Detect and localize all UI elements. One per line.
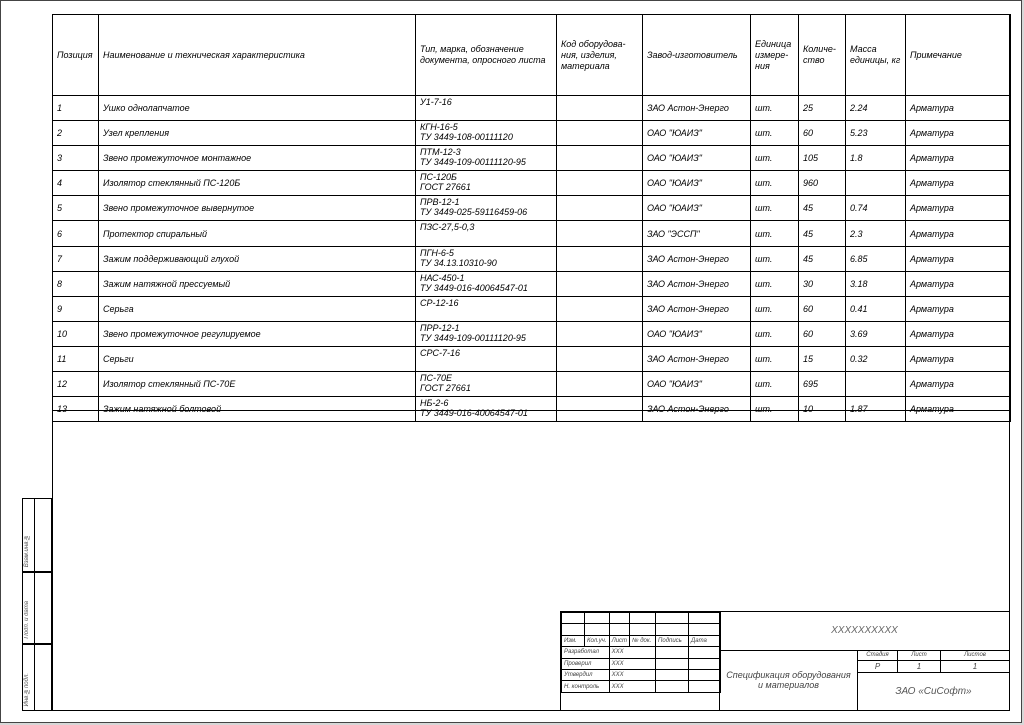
col-name: Наименование и техническая характеристика bbox=[99, 15, 416, 96]
sheets-value: 1 bbox=[972, 662, 978, 671]
cell-position: 6 bbox=[53, 221, 99, 246]
cell-qty: 30 bbox=[799, 271, 846, 296]
cell-type bbox=[416, 296, 557, 321]
cell-type bbox=[416, 321, 557, 346]
specification-table bbox=[52, 14, 1011, 422]
revision-cell bbox=[656, 669, 689, 680]
table-row bbox=[53, 171, 1011, 196]
cell-note: Арматура bbox=[906, 321, 1011, 346]
table-row bbox=[53, 296, 1011, 321]
title-block-right bbox=[719, 612, 1009, 710]
revision-cell: XXX bbox=[609, 647, 655, 658]
cell-type bbox=[416, 121, 557, 146]
cell-position: 1 bbox=[53, 96, 99, 121]
sheets-label: Листов bbox=[941, 650, 1009, 661]
cell-maker: ЗАО Астон-Энерго bbox=[643, 346, 751, 371]
side-label-sign-date: Подп. и дата bbox=[24, 601, 30, 639]
revision-cell bbox=[689, 624, 721, 635]
cell-mass: 1.8 bbox=[846, 146, 906, 171]
cell-qty: 60 bbox=[799, 121, 846, 146]
cell-unit: шт. bbox=[751, 246, 799, 271]
revision-cell: Проверил bbox=[562, 658, 610, 669]
cell-name: Изолятор стеклянный ПС-120Б bbox=[99, 171, 416, 196]
cell-mass: 0.74 bbox=[846, 196, 906, 221]
revision-cell bbox=[562, 613, 585, 624]
revision-cell bbox=[656, 613, 689, 624]
sheet-value: 1 bbox=[916, 662, 922, 671]
revision-row bbox=[562, 635, 721, 646]
cell-position: 2 bbox=[53, 121, 99, 146]
cell-note: Арматура bbox=[906, 221, 1011, 246]
table-row bbox=[53, 346, 1011, 371]
cell-maker: ОАО "ЮАИЗ" bbox=[643, 171, 751, 196]
revision-cell bbox=[689, 669, 721, 680]
cell-mass: 5.23 bbox=[846, 121, 906, 146]
revision-row bbox=[562, 681, 721, 692]
col-qty: Количе-ство bbox=[799, 15, 846, 96]
cell-note: Арматура bbox=[906, 296, 1011, 321]
cell-qty: 60 bbox=[799, 321, 846, 346]
cell-note: Арматура bbox=[906, 121, 1011, 146]
cell-unit: шт. bbox=[751, 96, 799, 121]
revision-cell: Дата bbox=[689, 635, 721, 646]
col-type: Тип, марка, обозначение документа, опросного листа bbox=[416, 15, 557, 96]
document-code: XXXXXXXXXX bbox=[720, 612, 1009, 651]
cell-unit: шт. bbox=[751, 397, 799, 422]
cell-type bbox=[416, 96, 557, 121]
cell-type bbox=[416, 246, 557, 271]
cell-mass bbox=[846, 372, 906, 397]
type-document: ТУ 3449-025-59116459-06 bbox=[420, 207, 528, 218]
revision-cell bbox=[689, 658, 721, 669]
cell-code bbox=[557, 171, 643, 196]
side-box-sign-date bbox=[22, 572, 52, 644]
cell-name: Серьги bbox=[99, 346, 416, 371]
cell-qty: 105 bbox=[799, 146, 846, 171]
cell-maker: ЗАО Астон-Энерго bbox=[643, 271, 751, 296]
cell-name: Звено промежуточное монтажное bbox=[99, 146, 416, 171]
type-mark: ПРР-12-1 bbox=[420, 322, 460, 333]
cell-maker: ОАО "ЮАИЗ" bbox=[643, 321, 751, 346]
col-position: Позиция bbox=[53, 15, 99, 96]
cell-maker: ОАО "ЮАИЗ" bbox=[643, 146, 751, 171]
revision-cell: Лист bbox=[609, 635, 629, 646]
revision-cell bbox=[689, 647, 721, 658]
revision-cell: XXX bbox=[609, 658, 655, 669]
table-row bbox=[53, 221, 1011, 246]
cell-name: Протектор спиральный bbox=[99, 221, 416, 246]
type-mark: СР-12-16 bbox=[420, 297, 459, 308]
cell-unit: шт. bbox=[751, 121, 799, 146]
revision-cell: № док. bbox=[630, 635, 656, 646]
stage-value: Р bbox=[874, 662, 881, 671]
cell-maker: ЗАО Астон-Энерго bbox=[643, 96, 751, 121]
cell-code bbox=[557, 96, 643, 121]
type-mark: ПТМ-12-3 bbox=[420, 147, 461, 158]
type-mark: КГН-16-5 bbox=[420, 122, 458, 133]
cell-mass: 0.32 bbox=[846, 346, 906, 371]
table-row bbox=[53, 372, 1011, 397]
revision-row bbox=[562, 669, 721, 680]
stage-block bbox=[858, 650, 1009, 673]
sheet-label: Лист bbox=[898, 650, 940, 661]
table-row bbox=[53, 96, 1011, 121]
cell-qty: 15 bbox=[799, 346, 846, 371]
cell-type bbox=[416, 146, 557, 171]
cell-unit: шт. bbox=[751, 146, 799, 171]
cell-qty: 25 bbox=[799, 96, 846, 121]
type-mark: ПС-70Е bbox=[420, 373, 453, 384]
cell-mass: 3.69 bbox=[846, 321, 906, 346]
cell-position: 13 bbox=[53, 397, 99, 422]
cell-mass: 0.41 bbox=[846, 296, 906, 321]
stage-label: Стадия bbox=[858, 650, 897, 661]
cell-name: Ушко однолапчатое bbox=[99, 96, 416, 121]
revision-cell: XXX bbox=[609, 681, 655, 692]
type-mark: НБ-2-6 bbox=[420, 398, 449, 409]
revision-row bbox=[562, 658, 721, 669]
type-mark: ПЗС-27,5-0,3 bbox=[420, 222, 475, 233]
side-label-inv: Инв.№подл. bbox=[24, 672, 30, 706]
cell-mass: 6.85 bbox=[846, 246, 906, 271]
col-unit: Единица измере-ния bbox=[751, 15, 799, 96]
cell-note: Арматура bbox=[906, 372, 1011, 397]
cell-code bbox=[557, 221, 643, 246]
table-row bbox=[53, 246, 1011, 271]
type-mark: ПГН-6-5 bbox=[420, 247, 454, 258]
revision-cell bbox=[585, 613, 610, 624]
table-row bbox=[53, 146, 1011, 171]
cell-qty: 45 bbox=[799, 246, 846, 271]
revision-cell bbox=[656, 658, 689, 669]
revision-cell: Разработал bbox=[562, 647, 610, 658]
revision-cell: Н. контроль bbox=[562, 681, 610, 692]
col-mass: Масса единицы, кг bbox=[846, 15, 906, 96]
revision-cell bbox=[689, 613, 721, 624]
cell-mass: 2.24 bbox=[846, 96, 906, 121]
cell-position: 5 bbox=[53, 196, 99, 221]
type-document: ТУ 3449-016-40064547-01 bbox=[420, 282, 528, 293]
cell-note: Арматура bbox=[906, 146, 1011, 171]
cell-name: Зажим натяжной прессуемый bbox=[99, 271, 416, 296]
cell-mass: 2.3 bbox=[846, 221, 906, 246]
type-document: ТУ 3449-108-00111120 bbox=[420, 132, 513, 143]
table-row bbox=[53, 121, 1011, 146]
cell-qty: 45 bbox=[799, 221, 846, 246]
cell-code bbox=[557, 296, 643, 321]
title-block bbox=[560, 611, 1010, 711]
cell-name: Узел крепления bbox=[99, 121, 416, 146]
cell-unit: шт. bbox=[751, 196, 799, 221]
cell-mass: 1.87 bbox=[846, 397, 906, 422]
cell-type bbox=[416, 271, 557, 296]
cell-maker: ЗАО Астон-Энерго bbox=[643, 397, 751, 422]
cell-maker: ЗАО Астон-Энерго bbox=[643, 246, 751, 271]
type-document: ТУ 3449-109-00111120-95 bbox=[420, 332, 526, 343]
cell-note: Арматура bbox=[906, 271, 1011, 296]
revision-cell bbox=[656, 681, 689, 692]
revision-row bbox=[562, 613, 721, 624]
cell-position: 8 bbox=[53, 271, 99, 296]
empty-rows-divider bbox=[52, 410, 1010, 411]
col-code: Код оборудова-ния, изделия, материала bbox=[557, 15, 643, 96]
organization-name: ЗАО «СиСофт» bbox=[895, 685, 972, 697]
cell-position: 7 bbox=[53, 246, 99, 271]
revision-cell bbox=[609, 624, 629, 635]
table-row bbox=[53, 271, 1011, 296]
cell-code bbox=[557, 146, 643, 171]
revision-grid bbox=[561, 612, 721, 693]
table-row bbox=[53, 321, 1011, 346]
type-mark: ПРВ-12-1 bbox=[420, 197, 460, 208]
side-box-inv bbox=[22, 644, 52, 711]
cell-qty: 695 bbox=[799, 372, 846, 397]
cell-maker: ОАО "ЮАИЗ" bbox=[643, 196, 751, 221]
cell-maker: ОАО "ЮАИЗ" bbox=[643, 121, 751, 146]
cell-code bbox=[557, 196, 643, 221]
cell-maker: ОАО "ЮАИЗ" bbox=[643, 372, 751, 397]
cell-type bbox=[416, 196, 557, 221]
cell-position: 10 bbox=[53, 321, 99, 346]
side-label-replace: Взам.инв.№ bbox=[24, 533, 30, 567]
cell-note: Арматура bbox=[906, 397, 1011, 422]
revision-cell: Изм. bbox=[562, 635, 585, 646]
type-mark: ПС-120Б bbox=[420, 172, 457, 183]
cell-maker: ЗАО "ЭССП" bbox=[643, 221, 751, 246]
cell-unit: шт. bbox=[751, 346, 799, 371]
cell-unit: шт. bbox=[751, 171, 799, 196]
cell-unit: шт. bbox=[751, 296, 799, 321]
cell-unit: шт. bbox=[751, 372, 799, 397]
table-header bbox=[53, 15, 1011, 96]
cell-qty: 960 bbox=[799, 171, 846, 196]
type-mark: У1-7-16 bbox=[420, 97, 452, 107]
cell-position: 11 bbox=[53, 346, 99, 371]
cell-position: 12 bbox=[53, 372, 99, 397]
document-title: Спецификация оборудования и материалов bbox=[720, 650, 858, 710]
cell-unit: шт. bbox=[751, 221, 799, 246]
cell-code bbox=[557, 271, 643, 296]
col-maker: Завод-изготовитель bbox=[643, 15, 751, 96]
type-document: ГОСТ 27661 bbox=[420, 182, 471, 193]
revision-cell bbox=[609, 613, 629, 624]
revision-cell: Кол.уч. bbox=[585, 635, 610, 646]
cell-type bbox=[416, 171, 557, 196]
cell-code bbox=[557, 121, 643, 146]
revision-cell bbox=[562, 624, 585, 635]
type-mark: НАС-450-1 bbox=[420, 272, 465, 283]
cell-name: Серьга bbox=[99, 296, 416, 321]
table-row bbox=[53, 196, 1011, 221]
cell-name: Звено промежуточное вывернутое bbox=[99, 196, 416, 221]
table-body bbox=[53, 96, 1011, 422]
cell-name: Звено промежуточное регулируемое bbox=[99, 321, 416, 346]
cell-name: Зажим натяжной болтовой bbox=[99, 397, 416, 422]
type-document: ТУ 3449-016-40064547-01 bbox=[420, 408, 528, 419]
type-document: ТУ 34.13.10310-90 bbox=[420, 257, 497, 268]
cell-code bbox=[557, 372, 643, 397]
cell-note: Арматура bbox=[906, 196, 1011, 221]
cell-mass bbox=[846, 171, 906, 196]
cell-qty: 45 bbox=[799, 196, 846, 221]
revision-cell: Подпись bbox=[656, 635, 689, 646]
cell-mass: 3.18 bbox=[846, 271, 906, 296]
revision-cell: Утвердил bbox=[562, 669, 610, 680]
cell-maker: ЗАО Астон-Энерго bbox=[643, 296, 751, 321]
cell-note: Арматура bbox=[906, 346, 1011, 371]
revision-cell: XXX bbox=[609, 669, 655, 680]
cell-type bbox=[416, 372, 557, 397]
cell-position: 3 bbox=[53, 146, 99, 171]
cell-unit: шт. bbox=[751, 271, 799, 296]
cell-code bbox=[557, 246, 643, 271]
cell-qty: 10 bbox=[799, 397, 846, 422]
cell-code bbox=[557, 346, 643, 371]
revision-cell bbox=[585, 624, 610, 635]
cell-position: 4 bbox=[53, 171, 99, 196]
type-document: ТУ 3449-109-00111120-95 bbox=[420, 157, 526, 168]
cell-qty: 60 bbox=[799, 296, 846, 321]
cell-name: Изолятор стеклянный ПС-70Е bbox=[99, 372, 416, 397]
revision-cell bbox=[630, 624, 656, 635]
revision-cell bbox=[630, 613, 656, 624]
cell-code bbox=[557, 321, 643, 346]
side-box-replace bbox=[22, 498, 52, 572]
revision-row bbox=[562, 624, 721, 635]
cell-unit: шт. bbox=[751, 321, 799, 346]
revision-cell bbox=[656, 647, 689, 658]
revision-row bbox=[562, 647, 721, 658]
type-mark: СРС-7-16 bbox=[420, 347, 461, 358]
cell-type bbox=[416, 346, 557, 371]
cell-note: Арматура bbox=[906, 246, 1011, 271]
cell-type bbox=[416, 221, 557, 246]
revision-cell bbox=[689, 681, 721, 692]
cell-position: 9 bbox=[53, 296, 99, 321]
revision-cell bbox=[656, 624, 689, 635]
cell-note: Арматура bbox=[906, 96, 1011, 121]
cell-name: Зажим поддерживающий глухой bbox=[99, 246, 416, 271]
cell-note: Арматура bbox=[906, 171, 1011, 196]
col-note: Примечание bbox=[906, 15, 1011, 96]
type-document: ГОСТ 27661 bbox=[420, 383, 471, 394]
